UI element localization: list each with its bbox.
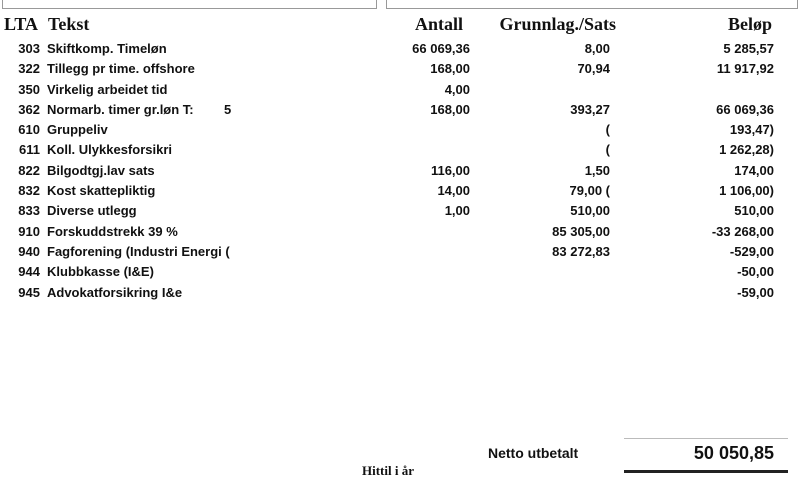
line-text: Klubbkasse (I&E)	[47, 264, 154, 280]
line-antall: 168,00	[430, 61, 470, 77]
pay-line-row	[0, 161, 800, 181]
line-code: 611	[19, 142, 40, 158]
netto-top-rule	[624, 438, 788, 439]
line-text: Normarb. timer gr.løn T:	[47, 101, 194, 117]
line-grunnlag: 1,50	[584, 162, 610, 178]
pay-line-row	[0, 120, 800, 140]
header-lta: LTA	[4, 14, 39, 34]
line-belop: -529,00	[729, 243, 774, 259]
line-grunnlag: 510,00	[570, 203, 610, 219]
line-code: 322	[18, 61, 40, 77]
line-code: 833	[18, 203, 40, 219]
pay-line-row	[0, 222, 800, 242]
line-code: 832	[18, 183, 40, 199]
line-belop: -33 268,00	[711, 223, 774, 239]
header-belop: Beløp	[727, 14, 772, 34]
line-grunnlag: 79,00 (	[569, 183, 610, 199]
line-text: Gruppeliv	[47, 122, 108, 138]
line-belop: 1 262,28)	[719, 142, 774, 158]
line-belop: 174,00	[734, 162, 774, 178]
line-antall: 168,00	[430, 101, 470, 117]
line-grunnlag: 393,27	[570, 101, 610, 117]
pay-line-row	[0, 242, 800, 262]
line-code: 910	[18, 223, 40, 239]
pay-line-row	[0, 39, 800, 59]
line-code: 350	[18, 81, 40, 97]
line-code: 610	[18, 122, 40, 138]
line-belop: 510,00	[734, 203, 774, 219]
line-grunnlag: 8,00	[584, 41, 610, 56]
line-antall: 116,00	[430, 162, 470, 178]
line-grunnlag: 83 272,83	[552, 243, 610, 259]
header-grunnlag: Grunnlag./Sats	[499, 14, 616, 34]
header-tekst: Tekst	[48, 14, 90, 34]
netto-label: Netto utbetalt	[488, 445, 579, 461]
pay-line-row	[0, 181, 800, 201]
line-belop: -59,00	[737, 284, 774, 300]
pay-line-row	[0, 100, 800, 120]
line-belop: 5 285,57	[723, 41, 774, 56]
line-code: 362	[18, 101, 40, 117]
line-antall: 4,00	[444, 81, 470, 97]
line-code: 945	[18, 284, 40, 300]
pay-line-row	[0, 80, 800, 100]
line-text: Kost skattepliktig	[47, 183, 156, 199]
line-text: Virkelig arbeidet tid	[47, 81, 168, 97]
line-grunnlag: (	[605, 142, 610, 158]
pay-line-row	[0, 59, 800, 79]
top-box-right	[386, 0, 798, 9]
line-grunnlag: 85 305,00	[552, 223, 610, 239]
line-text: Advokatforsikring I&e	[47, 284, 183, 300]
line-text: Koll. Ulykkesforsikri	[47, 142, 172, 158]
line-antall: 14,00	[437, 183, 470, 199]
netto-bottom-rule	[624, 470, 788, 473]
line-belop: 66 069,36	[716, 101, 774, 117]
line-antall: 1,00	[444, 203, 470, 219]
hittil-label: Hittil i år	[362, 463, 414, 478]
line-text: Forskuddstrekk 39 %	[47, 223, 178, 239]
line-belop: -50,00	[737, 264, 774, 280]
pay-line-row	[0, 140, 800, 160]
pay-line-row	[0, 201, 800, 221]
line-grunnlag: (	[605, 122, 610, 138]
line-code: 822	[18, 162, 40, 178]
line-extra: 5	[224, 101, 232, 117]
line-antall: 66 069,36	[412, 41, 470, 56]
header-antall: Antall	[414, 14, 463, 34]
line-belop: 1 106,00)	[719, 183, 774, 199]
pay-line-row	[0, 262, 800, 282]
line-text: Tillegg pr time. offshore	[47, 61, 195, 77]
line-belop: 193,47)	[729, 122, 774, 138]
line-text: Diverse utlegg	[47, 203, 137, 219]
line-code: 940	[18, 243, 40, 259]
pay-line-row	[0, 283, 800, 303]
line-text: Bilgodtgj.lav sats	[47, 162, 155, 178]
line-code: 303	[18, 41, 40, 56]
line-text: Fagforening (Industri Energi (	[47, 243, 230, 259]
top-box-left	[2, 0, 377, 9]
line-grunnlag: 70,94	[577, 61, 610, 77]
line-belop: 11 917,92	[716, 61, 774, 77]
line-text: Skiftkomp. Timeløn	[47, 41, 167, 56]
pay-lines	[0, 39, 800, 303]
netto-value: 50 050,85	[693, 443, 774, 463]
line-code: 944	[18, 264, 40, 280]
